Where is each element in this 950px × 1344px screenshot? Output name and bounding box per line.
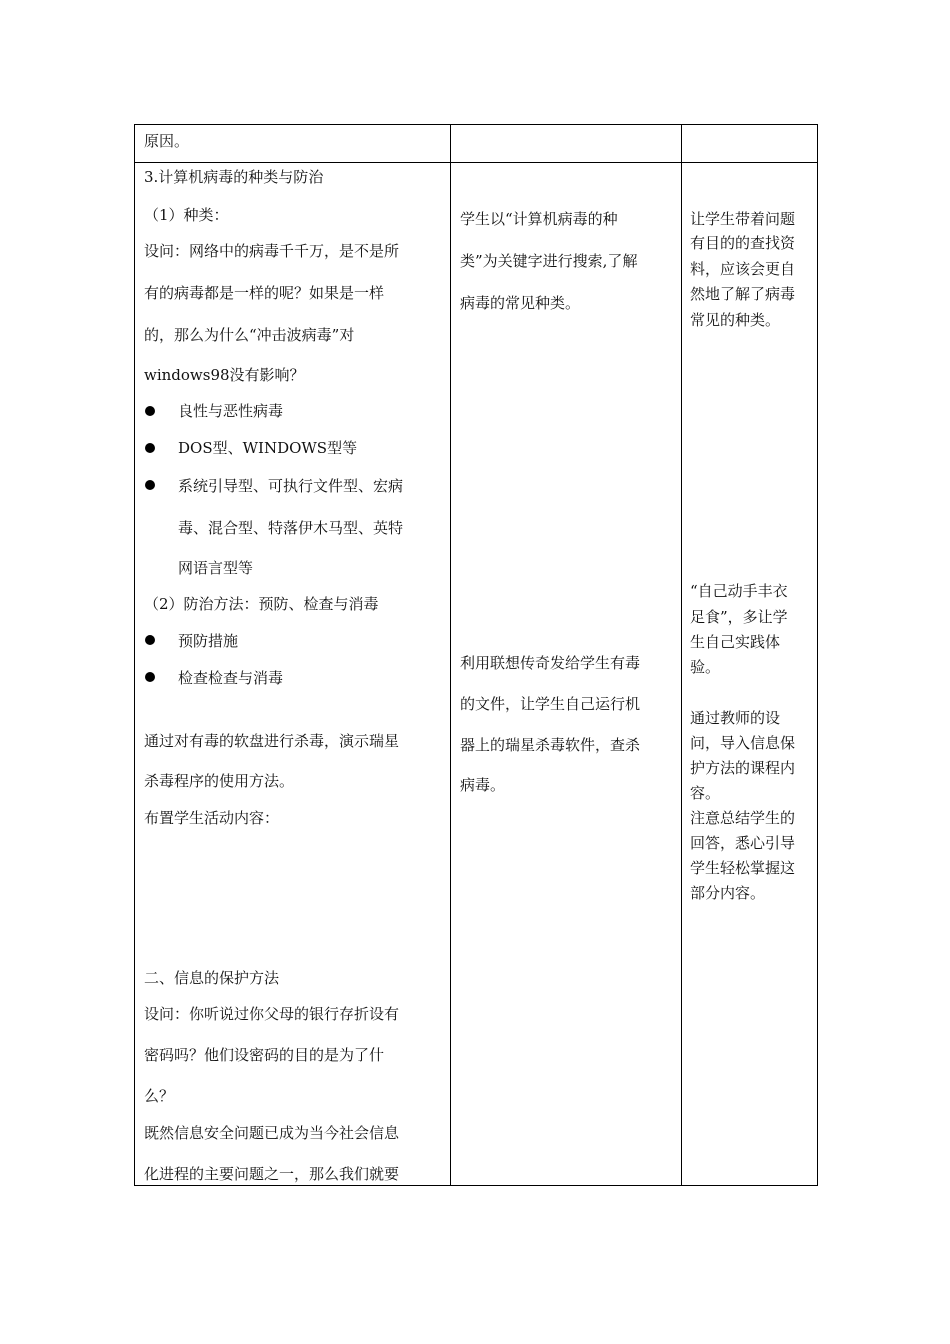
col3-block3-line-6: 回答，悉心引导 — [690, 834, 796, 852]
question-line-2: 有的病毒都是一样的呢？如果是一样 — [144, 284, 385, 302]
question-line-1: 设问：网络中的病毒千千万，是不是所 — [144, 242, 400, 260]
col3-block2-line-4: 验。 — [690, 658, 721, 676]
type-item-2: DOS型、WINDOWS型等 — [178, 439, 358, 457]
col3-block3-line-4: 容。 — [690, 784, 721, 802]
demo-line-2: 杀毒程序的使用方法。 — [144, 772, 295, 790]
col2-block2-line-4: 病毒。 — [460, 776, 506, 794]
col3-block3-line-5: 注意总结学生的 — [690, 809, 796, 827]
col3-block3-line-7: 学生轻松掌握这 — [690, 859, 796, 877]
bullet-icon — [145, 480, 155, 490]
question-line-4: windows98没有影响？ — [144, 366, 305, 384]
lesson-table — [134, 124, 818, 1186]
bullet-icon — [145, 406, 155, 416]
row-divider — [135, 162, 817, 163]
method-item-2: 检查检查与消毒 — [178, 669, 284, 687]
col3-block1-line-5: 常见的种类。 — [690, 311, 781, 329]
closing-line-1: 既然信息安全问题已成为当今社会信息 — [144, 1124, 400, 1142]
col3-block1-line-3: 料，应该会更自 — [690, 260, 796, 278]
closing-line-2: 化进程的主要问题之一，那么我们就要 — [144, 1165, 400, 1183]
col2-block2-line-1: 利用联想传奇发给学生有毒 — [460, 654, 641, 672]
assign-text: 布置学生活动内容： — [144, 809, 280, 827]
col3-block1-line-2: 有目的的查找资 — [690, 234, 796, 252]
column-divider-2 — [681, 125, 682, 1185]
column-divider-1 — [450, 125, 451, 1185]
col3-block2-line-3: 生自己实践体 — [690, 633, 781, 651]
col2-block2-line-2: 的文件，让学生自己运行机 — [460, 695, 641, 713]
question2-line-1: 设问：你听说过你父母的银行存折设有 — [144, 1005, 400, 1023]
col3-block3-line-2: 问，导入信息保 — [690, 734, 796, 752]
type-item-3-line-2: 毒、混合型、特落伊木马型、英特 — [178, 519, 404, 537]
bullet-icon — [145, 635, 155, 645]
bullet-icon — [145, 443, 155, 453]
type-item-1: 良性与恶性病毒 — [178, 402, 284, 420]
col2-block1-line-2: 类”为关键字进行搜索,了解 — [460, 252, 638, 270]
col3-block3-line-1: 通过教师的设 — [690, 709, 781, 727]
bullet-icon — [145, 672, 155, 682]
col2-block2-line-3: 器上的瑞星杀毒软件，查杀 — [460, 736, 641, 754]
question-line-3: 的，那么为什么“冲击波病毒”对 — [144, 326, 355, 344]
type-item-3-line-1: 系统引导型、可执行文件型、宏病 — [178, 477, 404, 495]
type-item-3-line-3: 网语言型等 — [178, 559, 254, 577]
col2-block1-line-1: 学生以“计算机病毒的种 — [460, 210, 618, 228]
method-item-1: 预防措施 — [178, 632, 239, 650]
subheading-methods: （2）防治方法：预防、检查与消毒 — [144, 595, 379, 613]
col3-block3-line-8: 部分内容。 — [690, 884, 766, 902]
demo-line-1: 通过对有毒的软盘进行杀毒，演示瑞星 — [144, 732, 400, 750]
col3-block1-line-4: 然地了解了病毒 — [690, 285, 796, 303]
question2-line-3: 么？ — [144, 1087, 175, 1105]
row1-col1-text: 原因。 — [144, 132, 190, 150]
question2-line-2: 密码吗？他们设密码的目的是为了什 — [144, 1046, 385, 1064]
col3-block2-line-2: 足食”，多让学 — [690, 608, 788, 626]
col2-block1-line-3: 病毒的常见种类。 — [460, 294, 581, 312]
col3-block2-line-1: “自己动手丰衣 — [690, 582, 788, 600]
section-title: 3.计算机病毒的种类与防治 — [144, 168, 324, 186]
col3-block3-line-3: 护方法的课程内 — [690, 759, 796, 777]
subheading-types: （1）种类： — [144, 206, 229, 224]
section2-title: 二、信息的保护方法 — [144, 969, 280, 987]
col3-block1-line-1: 让学生带着问题 — [690, 210, 796, 228]
